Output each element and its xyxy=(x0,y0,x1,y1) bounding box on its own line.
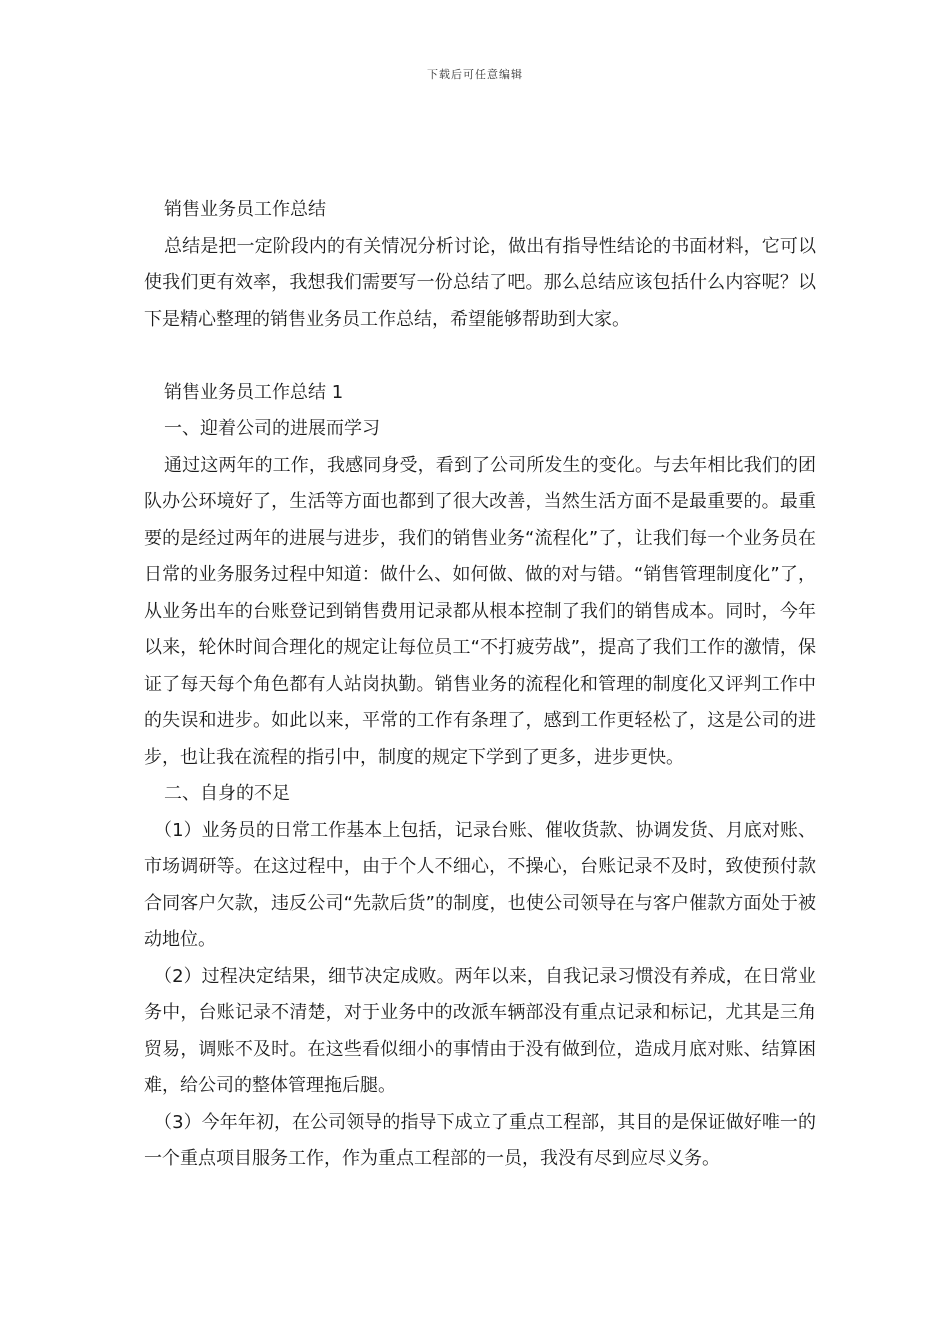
section-title: 销售业务员工作总结 1 xyxy=(164,381,344,403)
list-item-1: （1）业务员的日常工作基本上包括，记录台账、催收货款、协调发货、月底对账、市场调研等。在这过程中，由于个人不细心，不操心，台账记录不及时，致使预付款合同客户欠款，违反公司“先款后货”的制度，也使公司领导在与客户催款方面处于被动地位。 xyxy=(144,819,816,950)
spacer xyxy=(144,338,816,375)
list-item-2: （2）过程决定结果，细节决定成败。两年以来，自我记录习惯没有养成，在日常业务中，台账记录不清楚，对于业务中的改派车辆部没有重点记录和标记，尤其是三角贸易，调账不及时。在这些看似细小的事情由于没有做到位，造成月底对账、结算困难，给公司的整体管理拖后腿。 xyxy=(144,965,816,1096)
body-paragraph-1: 通过这两年的工作，我感同身受，看到了公司所发生的变化。与去年相比我们的团队办公环境好了，生活等方面也都到了很大改善，当然生活方面不是最重要的。最重要的是经过两年的进展与进步，我们的销售业务“流程化”了，让我们每一个业务员在日常的业务服务过程中知道：做什么、如何做、做的对与错。“销售管理制度化”了，从业务出车的台账登记到销售费用记录都从根本控制了我们的销售成本。同时，今年以来，轮休时间合理化的规定让每位员工“不打疲劳战”，提高了我们工作的激情，保证了每天每个角色都有人站岗执勤。销售业务的流程化和管理的制度化又评判工作中的失误和进步。如此以来，平常的工作有条理了，感到工作更轻松了，这是公司的进步，也让我在流程的指引中，制度的规定下学到了更多，进步更快。 xyxy=(144,454,816,768)
section-heading-2: 二、自身的不足 xyxy=(164,783,290,804)
intro-paragraph: 总结是把一定阶段内的有关情况分析讨论，做出有指导性结论的书面材料，它可以使我们更有效率，我想我们需要写一份总结了吧。那么总结应该包括什么内容呢？以下是精心整理的销售业务员工作总结，希望能够帮助到大家。 xyxy=(144,235,816,330)
page-header-note: 下载后可任意编辑 xyxy=(427,68,523,81)
document-title: 销售业务员工作总结 xyxy=(164,199,326,220)
section-heading-1: 一、迎着公司的进展而学习 xyxy=(164,418,380,439)
list-item-3: （3）今年年初，在公司领导的指导下成立了重点工程部，其目的是保证做好唯一的一个重点项目服务工作，作为重点工程部的一员，我没有尽到应尽义务。 xyxy=(144,1111,816,1169)
document-body xyxy=(144,192,816,1178)
